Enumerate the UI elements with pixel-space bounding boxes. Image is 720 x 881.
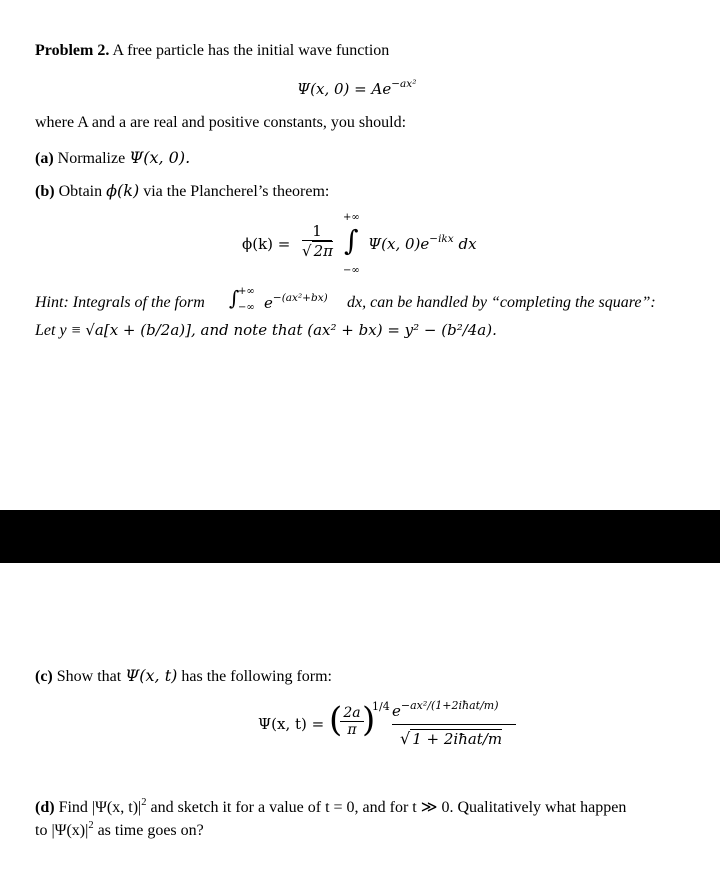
part-d-line-1 <box>35 798 626 820</box>
eq3-power: 1/4 <box>372 700 390 713</box>
part-b-text-pre: Obtain <box>58 183 103 200</box>
problem-intro: A free particle has the initial wave function <box>112 42 390 59</box>
part-a-label: (a) <box>35 150 54 167</box>
part-b-label: (b) <box>35 183 55 200</box>
problem-heading <box>35 41 389 61</box>
part-d-sq-1: 2 <box>141 797 147 808</box>
hint-post: dx, can be handled by “completing the square”: <box>347 294 656 311</box>
part-d-line2-post: as time goes on? <box>97 822 204 839</box>
eq3-fraction-bar <box>392 724 516 725</box>
hint-exponent: −(ax²+bx) <box>272 292 328 304</box>
eq2-dx: dx <box>458 235 477 253</box>
hint-line-2 <box>35 320 497 341</box>
eq3-left-paren: ( <box>329 700 343 740</box>
eq3-num-exp: −ax²/(1+2iħat/m) <box>400 699 499 712</box>
eq3-lhs: Ψ(x, t) = <box>258 715 325 733</box>
eq2-exponent: −ikx <box>429 233 454 245</box>
eq3-right-paren: ) <box>362 700 376 740</box>
hint-upper-limit: +∞ <box>238 286 255 297</box>
hint-pre: Hint: Integrals of the form <box>35 294 205 311</box>
part-c-text: Show that <box>56 668 122 685</box>
eq1-exponent: −ax² <box>391 78 417 90</box>
eq3-denominator: √ 1 + 2iħat/m <box>400 729 503 748</box>
black-redaction-band <box>0 510 720 563</box>
eq3-inner-num: 2a <box>340 705 364 722</box>
eq3-inner-fraction <box>340 705 364 738</box>
hint-line2-pre: Let y ≡ <box>35 322 82 339</box>
part-a <box>35 148 190 169</box>
hint-integrand <box>264 294 328 314</box>
eq2-integrand-group <box>368 235 477 255</box>
equation-initial-wavefunction <box>297 80 416 100</box>
part-c-text-post: has the following form: <box>181 668 332 685</box>
eq3-num-e: e <box>392 702 401 720</box>
part-c-label: (c) <box>35 668 53 685</box>
eq2-integral-sign: ∫ <box>344 224 359 257</box>
hint-line-1 <box>35 293 205 313</box>
problem-label: Problem 2. <box>35 42 110 59</box>
part-c-math: Ψ(x, t) <box>125 666 178 685</box>
part-d-line-2 <box>35 821 204 843</box>
part-d-sq-2: 2 <box>88 820 94 831</box>
part-d-label: (d) <box>35 799 55 816</box>
eq2-lower-limit: −∞ <box>343 265 360 276</box>
eq2-integrand: Ψ(x, 0)e <box>368 235 430 253</box>
part-b-text-post: via the Plancherel’s theorem: <box>143 183 330 200</box>
hint-lower-limit: −∞ <box>238 302 255 313</box>
part-b <box>35 181 329 202</box>
part-c <box>35 666 332 687</box>
hint-e: e <box>264 294 273 312</box>
eq1-lhs: Ψ(x, 0) = Ae <box>297 80 392 98</box>
where-line: where A and a are real and positive constants, you should: <box>35 114 407 131</box>
part-a-text: Normalize <box>57 150 126 167</box>
eq3-inner-den: π <box>347 722 357 738</box>
eq2-den-value: 2π <box>313 242 333 260</box>
eq2-upper-limit: +∞ <box>343 212 360 223</box>
part-a-math: Ψ(x, 0). <box>129 148 191 167</box>
part-d-line1-post: and sketch it for a value of t = 0, and for t ≫ 0. Qualitatively what happen <box>150 799 627 816</box>
hint-integral-sign: ∫ <box>229 286 240 310</box>
part-d-line1-pre: Find |Ψ(x, t)| <box>58 799 142 816</box>
part-d-line2-pre: to |Ψ(x)| <box>35 822 89 839</box>
eq3-den-value: 1 + 2iħat/m <box>412 730 503 748</box>
hint-line2-math: a[x + (b/2a)], and note that (ax² + bx) = y² − (b²/4a). <box>94 321 497 339</box>
part-b-math: ϕ(k) <box>106 181 140 200</box>
hint-line2-math-group: √a[x + (b/2a)], and note that (ax² + bx) = y² − (b²/4a). <box>85 321 497 339</box>
eq2-lhs: ϕ(k) = <box>242 235 291 253</box>
eq3-numerator <box>392 699 499 722</box>
eq2-fraction <box>302 222 332 260</box>
eq2-denominator: √ 2π <box>302 242 333 260</box>
eq2-numerator: 1 <box>302 222 332 241</box>
